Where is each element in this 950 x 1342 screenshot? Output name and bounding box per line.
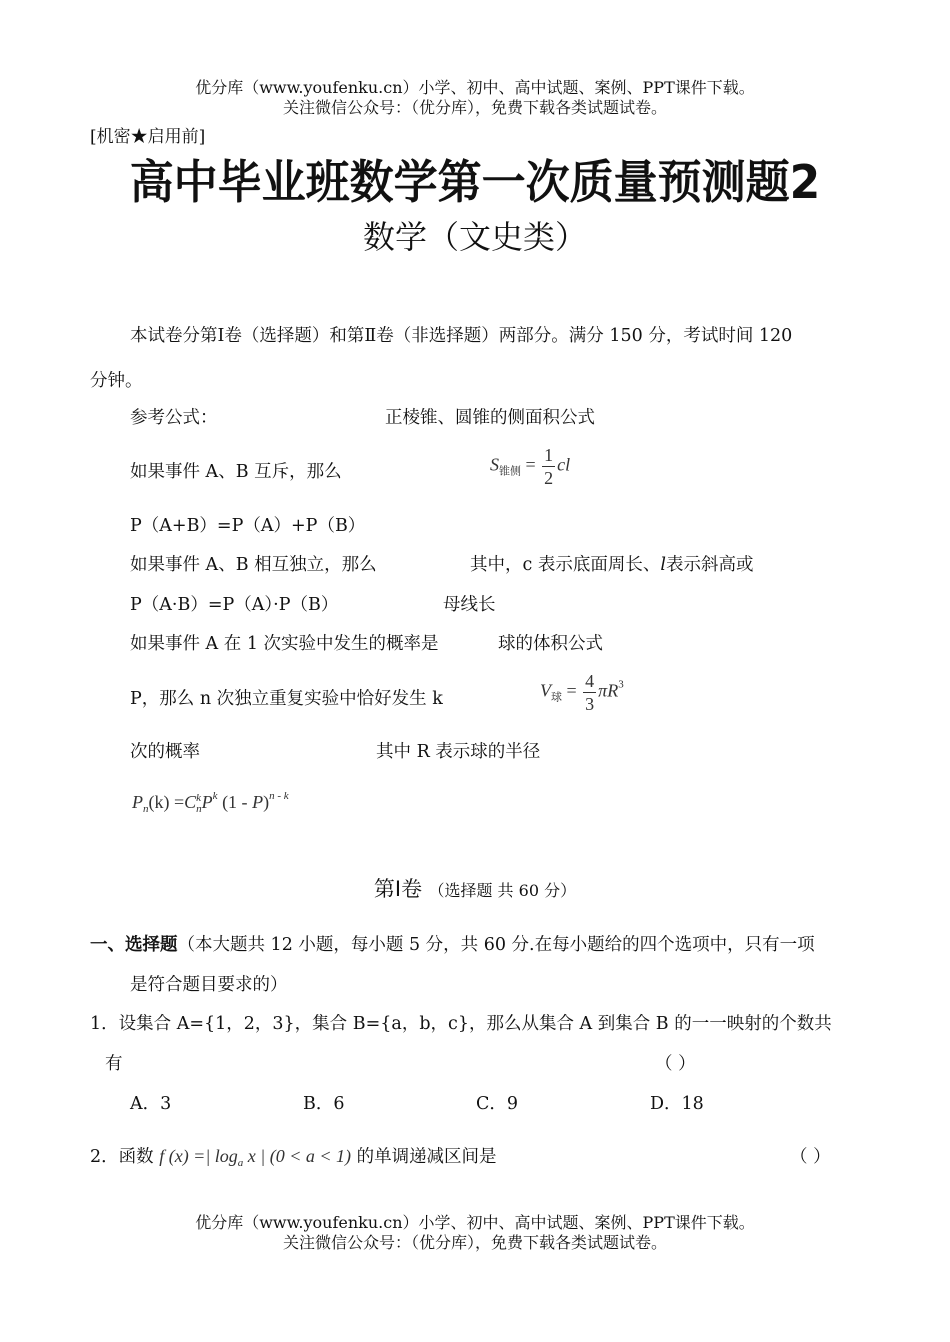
intro-line-2: 分钟。 (90, 371, 143, 391)
mutex-text: 如果事件 A、B 互斥，那么 (130, 462, 342, 482)
q1-option-c: C．9 (476, 1094, 519, 1114)
sphere-volume-formula: $V_球$ = $\frac{4}{3}$ $\pi R^3$ (540, 671, 624, 714)
cone-area-formula: $S_{锥侧}$ = $\frac{1}{2}$ cl (490, 445, 571, 488)
section1-desc-line-2: 是符合题目要求的） (130, 975, 288, 995)
q2-text: 2．函数 f (x) =| $\log_a x$ | (0 < a < 1) 的单调递减区间是 (90, 1146, 497, 1169)
independent-text: 如果事件 A、B 相互独立，那么 (130, 555, 377, 575)
header-line-1: 优分库（www.youfenku.cn）小学、初中、高中试题、案例、PPT课件下载。 (195, 78, 755, 97)
cone-note-2: 母线长 (443, 595, 496, 615)
q1-answer-bracket: （ ） (655, 1054, 696, 1074)
footer-line-2: 关注微信公众号：（优分库），免费下载各类试题试卷。 (282, 1233, 667, 1252)
intro-line-1: 本试卷分第Ⅰ卷（选择题）和第Ⅱ卷（非选择题）两部分。满分 150 分，考试时间 120 (130, 326, 793, 346)
header-line-2: 关注微信公众号：（优分库），免费下载各类试题试卷。 (282, 98, 667, 117)
formula-ref-label: 参考公式： (130, 408, 218, 428)
q1-option-d: D．18 (650, 1094, 704, 1114)
q2-answer-bracket: （ ） (790, 1147, 831, 1167)
q1-text-line-1: 1．设集合 A={1，2，3}，集合 B={a，b，c}，那么从集合 A 到集合 B 的一一映射的个数共 (90, 1014, 832, 1034)
secret-label: [机密★启用前] (90, 127, 206, 147)
n-trials-text: P，那么 n 次独立重复实验中恰好发生 k (130, 689, 443, 709)
binomial-formula: $P_n(k) =C$ k n $P^k$ (1 - P)$^{n - k}$ (132, 790, 289, 815)
footer-line-1: 优分库（www.youfenku.cn）小学、初中、高中试题、案例、PPT课件下载。 (195, 1213, 755, 1232)
q1-text-line-2: 有 (105, 1054, 123, 1074)
cone-area-title: 正棱锥、圆锥的侧面积公式 (385, 408, 595, 428)
cone-note: 其中，c 表示底面周长、l表示斜高或 (470, 555, 754, 575)
sphere-volume-title: 球的体积公式 (498, 634, 603, 654)
prob-product-formula: P（A·B）=P（A）·P（B） (130, 595, 339, 615)
section1-desc-line-1: 一、选择题（本大题共 12 小题，每小题 5 分，共 60 分.在每小题给的四个选项中，只有一项 (90, 935, 815, 955)
page-subtitle: 数学（文史类） (362, 218, 587, 256)
prob-sum-formula: P（A+B）=P（A）+P（B） (130, 516, 366, 536)
q1-option-a: A．3 (130, 1094, 172, 1114)
part1-heading: 第Ⅰ卷 （选择题 共 60 分） (373, 877, 577, 901)
q1-option-b: B．6 (303, 1094, 345, 1114)
page-title: 高中毕业班数学第一次质量预测题2 (129, 155, 821, 210)
event-prob-text: 如果事件 A 在 1 次实验中发生的概率是 (130, 634, 439, 654)
sphere-note: 其中 R 表示球的半径 (376, 742, 541, 762)
prob-of-times-text: 次的概率 (130, 742, 200, 762)
